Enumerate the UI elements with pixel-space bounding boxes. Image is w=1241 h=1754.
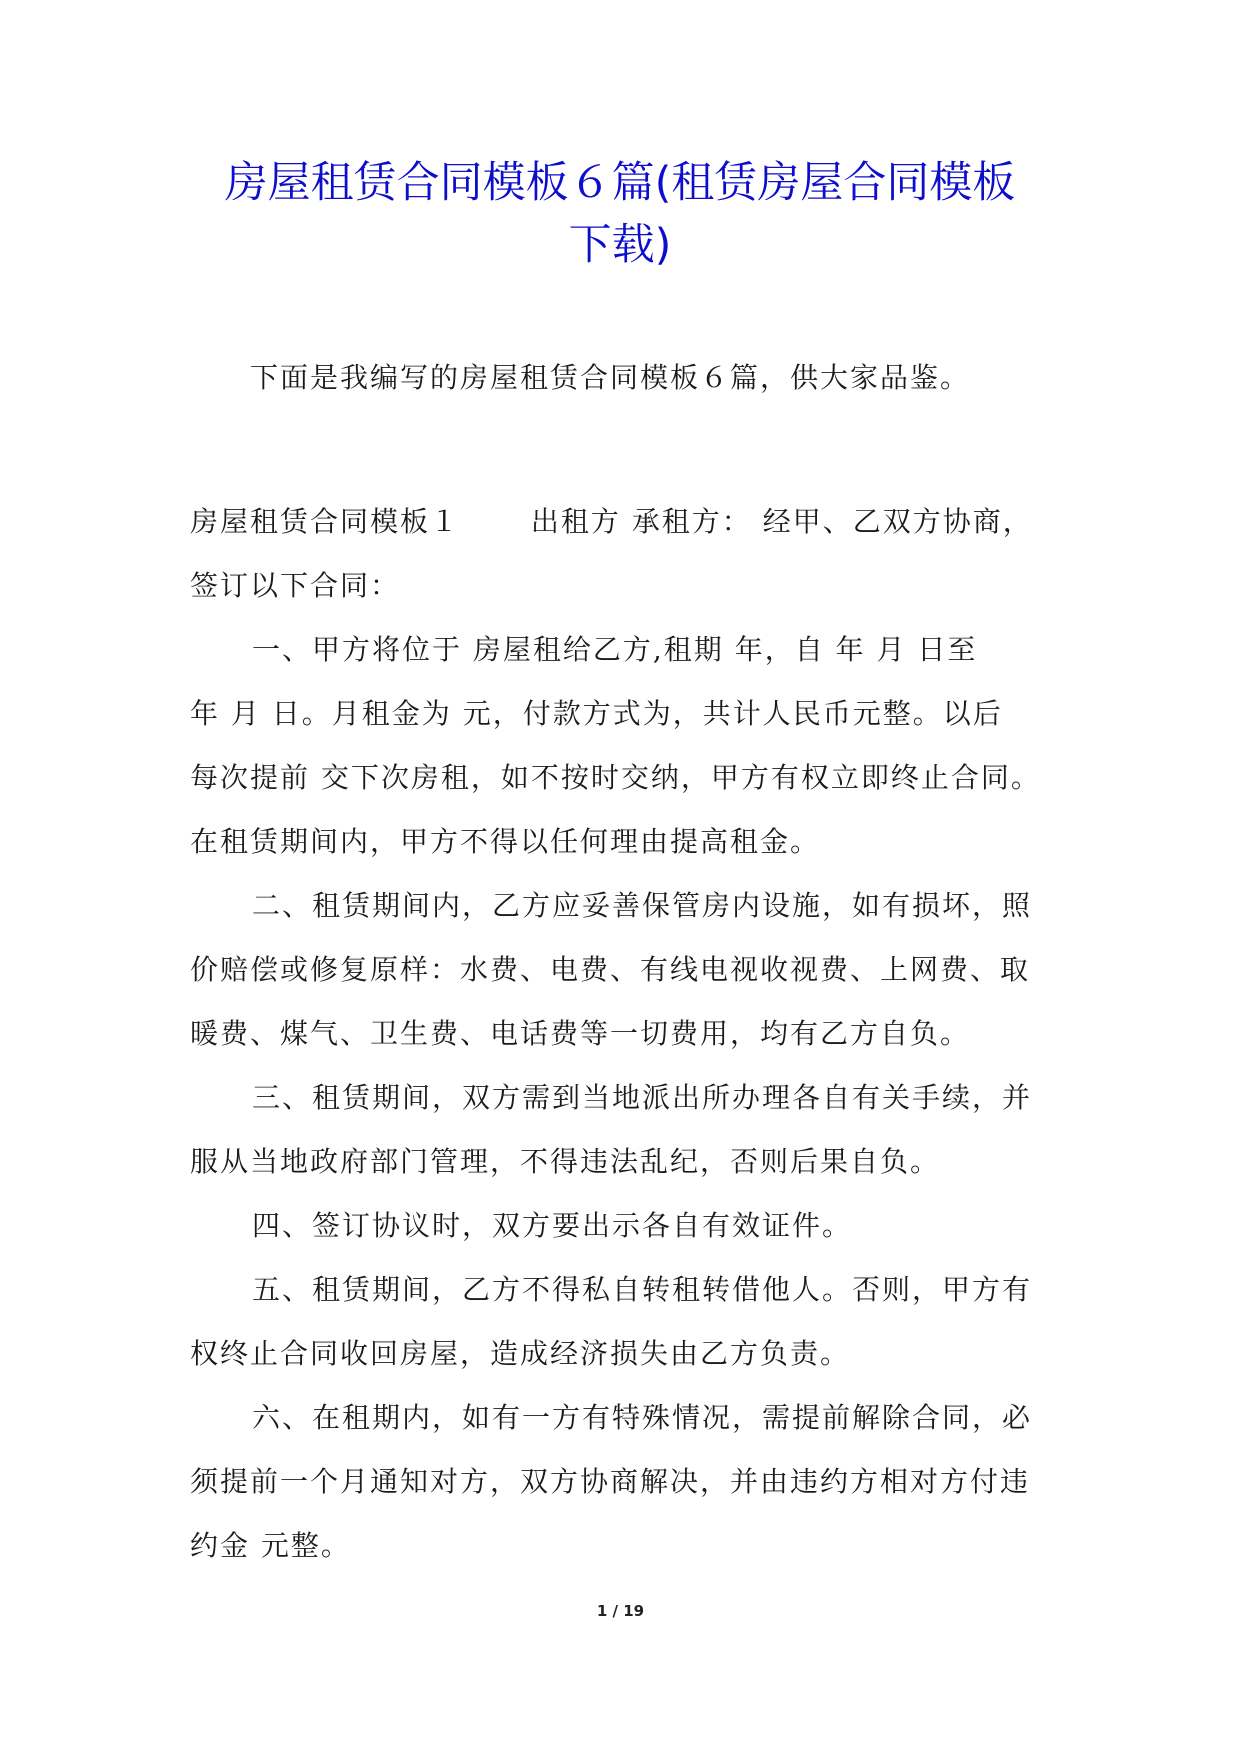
body-line: 房屋租赁合同模板１ 出租方 承租方： 经甲、乙双方协商， [190,505,1033,538]
body-line: 价赔偿或修复原样：水费、电费、有线电视收视费、上网费、取 [190,953,1031,986]
intro-paragraph: 下面是我编写的房屋租赁合同模板６篇，供大家品鉴。 [250,361,971,394]
body-line: 每次提前 交下次房租，如不按时交纳，甲方有权立即终止合同。 [190,761,1041,794]
body-line: 暖费、煤气、卫生费、电话费等一切费用，均有乙方自负。 [190,1017,971,1050]
body-line: 须提前一个月通知对方，双方协商解决，并由违约方相对方付违 [190,1465,1031,1498]
body-line: 二、租赁期间内，乙方应妥善保管房内设施，如有损坏，照 [252,889,1033,922]
body-line: 一、甲方将位于 房屋租给乙方,租期 年，自 年 月 日至 [252,633,978,666]
body-line: 在租赁期间内，甲方不得以任何理由提高租金。 [190,825,821,858]
body-line: 服从当地政府部门管理，不得违法乱纪，否则后果自负。 [190,1145,941,1178]
page-number: 1 / 19 [596,1602,645,1620]
document-title [170,152,1070,276]
body-line: 四、签订协议时，双方要出示各自有效证件。 [252,1209,853,1242]
body-line: 签订以下合同： [190,569,401,602]
contract-body [190,490,1060,1578]
body-line: 约金 元整。 [190,1529,351,1562]
body-line: 五、租赁期间，乙方不得私自转租转借他人。否则，甲方有 [252,1273,1033,1306]
body-line: 权终止合同收回房屋，造成经济损失由乙方负责。 [190,1337,851,1370]
body-line: 年 月 日。月租金为 元，付款方式为，共计人民币元整。以后 [190,697,1003,730]
title-line-2: 下载) [568,220,672,270]
body-line: 三、租赁期间，双方需到当地派出所办理各自有关手续，并 [252,1081,1033,1114]
title-line-1: 房屋租赁合同模板６篇(租赁房屋合同模板 [224,158,1016,208]
body-line: 六、在租期内，如有一方有特殊情况，需提前解除合同，必 [252,1401,1033,1434]
